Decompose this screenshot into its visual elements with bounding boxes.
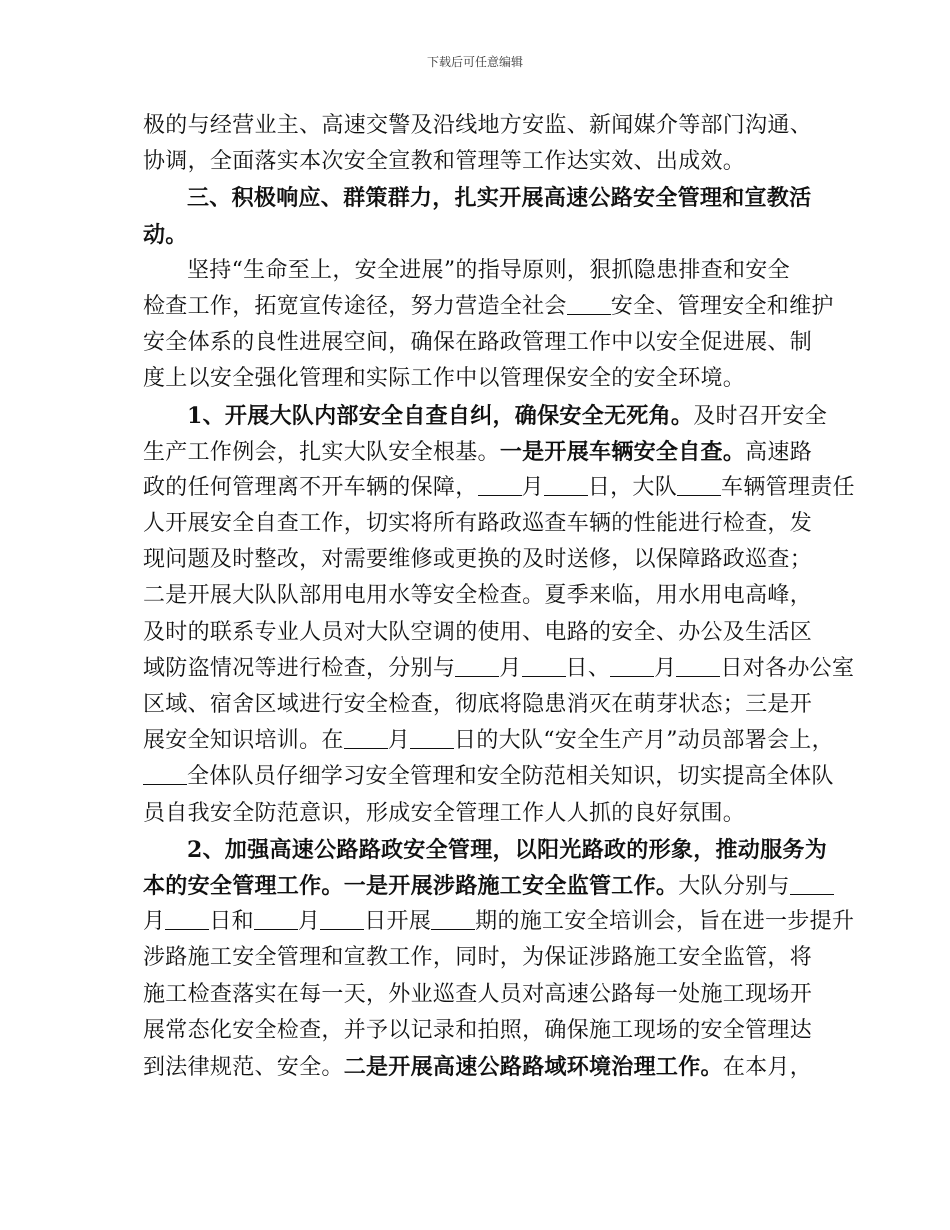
paragraph-item-2 [143,832,855,1085]
fill-blank [790,872,834,895]
fill-blank [610,654,654,677]
text-segment: 日，大队 [587,474,678,500]
bold-segment: 一是开展车辆安全自查。 [499,438,746,465]
text-line: 及时的联系专业人员对大队空调的使用、电路的安全、办公及生活区 [143,619,813,645]
fill-blank [677,473,721,496]
heading-line: 动。 [143,221,188,248]
fill-blank [544,473,588,496]
text-segment: 日对各办公室 [720,655,855,681]
text-line [143,289,834,325]
fill-blank [410,726,454,749]
text-segment: 到法律规范、安全。 [143,1054,344,1080]
text-segment: 政的任何管理离不开车辆的保障， [143,474,478,500]
text-segment: 期的施工安全培训会，旨在进一步提升 [475,909,855,935]
text-segment: 月 [654,655,677,681]
fill-blank [478,473,522,496]
text-segment: 及时召开安全 [693,403,828,429]
text-segment: 月 [521,474,544,500]
bold-segment: 1、开展大队内部安全自查自纠，确保安全无死角。 [187,402,694,429]
text-segment: 日开展 [364,909,432,935]
text-line [143,470,855,506]
text-segment: 月 [387,728,411,754]
fill-blank [431,907,475,930]
fill-blank [344,726,388,749]
paragraph-item-1 [143,398,855,832]
bold-segment: 一是开展涉路施工安全监管工作。 [343,872,679,899]
fill-blank [567,292,611,315]
text-segment: 大队分别与 [678,873,790,899]
text-line: 人开展安全自查工作，切实将所有路政巡查车辆的性能进行检查，发 [143,511,813,537]
text-segment: 高速路 [745,439,813,465]
text-line: 2、加强高速公路路政安全管理，以阳光路政的形象，推动服务为 [187,836,828,863]
text-line: 现问题及时整改，对需要维修或更换的及时送修，以保障路政巡查； [143,547,813,573]
heading-line: 三、积极响应、群策群力，扎实开展高速公路安全管理和宣教活 [187,185,812,212]
text-line: 极的与经营业主、高速交警及沿线地方安监、新闻媒介等部门沟通、 [143,113,813,138]
text-segment: 日、 [565,655,611,681]
fill-blank [522,654,566,677]
bold-segment: 本的安全管理工作。 [143,872,344,899]
text-segment: 月 [297,909,321,935]
paragraph-principle [143,253,834,398]
fill-blank [143,762,187,785]
text-line: 施工检查落实在每一天，外业巡查人员对高速公路每一处施工现场开 [143,981,813,1007]
text-line [143,398,828,434]
text-line [143,651,855,687]
fill-blank [455,654,499,677]
text-segment: 域防盗情况等进行检查，分别与 [143,655,456,681]
text-line: 区域、宿舍区域进行安全检查，彻底将隐患消灭在萌芽状态；三是开 [143,692,813,717]
text-segment: 车辆管理责任 [721,474,855,500]
text-line [143,759,834,795]
text-segment: 全体队员仔细学习安全管理和安全防范相关知识，切实提高全体队 [187,764,834,790]
paragraph-continuation [143,108,811,180]
text-segment: 日的大队“安全生产月”动员部署会上， [454,728,834,754]
text-segment: 在本月， [722,1054,813,1080]
text-line: 安全体系的良性进展空间，确保在路政管理工作中以安全促进展、制 [143,330,813,356]
text-line: 展常态化安全检查，并予以记录和拍照，确保施工现场的安全管理达 [143,1017,813,1043]
text-segment: 生产工作例会，扎实大队安全根基。 [143,439,500,465]
bold-segment: 二是开展高速公路路域环境治理工作。 [343,1053,723,1080]
text-segment: 月 [499,655,522,681]
text-segment: 展安全知识培训。在 [143,728,344,754]
section-heading-3 [143,180,811,252]
text-line [143,434,811,470]
text-line: 员自我安全防范意识，形成安全管理工作人人抓的良好氛围。 [143,800,746,826]
text-line: 涉路施工安全管理和宣教工作，同时，为保证涉路施工安全监管，将 [143,945,813,971]
fill-blank [165,907,209,930]
text-line: 二是开展大队队部用电用水等安全检查。夏季来临，用水用电高峰， [143,583,813,609]
text-line [143,868,811,904]
document-body [143,108,855,1085]
text-line [143,723,834,759]
text-line: 度上以安全强化管理和实际工作中以管理保安全的安全环境。 [143,366,746,392]
text-segment: 日和 [209,909,254,935]
text-line [143,904,855,940]
fill-blank [254,907,298,930]
text-segment: 检查工作，拓宽宣传途径，努力营造全社会 [143,293,567,319]
page-header-note: 下载后可任意编辑 [426,55,523,69]
fill-blank [676,654,720,677]
text-line: 协调，全面落实本次安全宣教和管理等工作达实效、出成效。 [143,149,746,175]
text-line [143,1049,811,1085]
text-segment: 安全、管理安全和维护 [610,293,834,319]
text-line: 坚持“生命至上，安全进展”的指导原则，狠抓隐患排查和安全 [187,257,790,283]
fill-blank [320,907,364,930]
text-segment: 月 [143,909,166,935]
